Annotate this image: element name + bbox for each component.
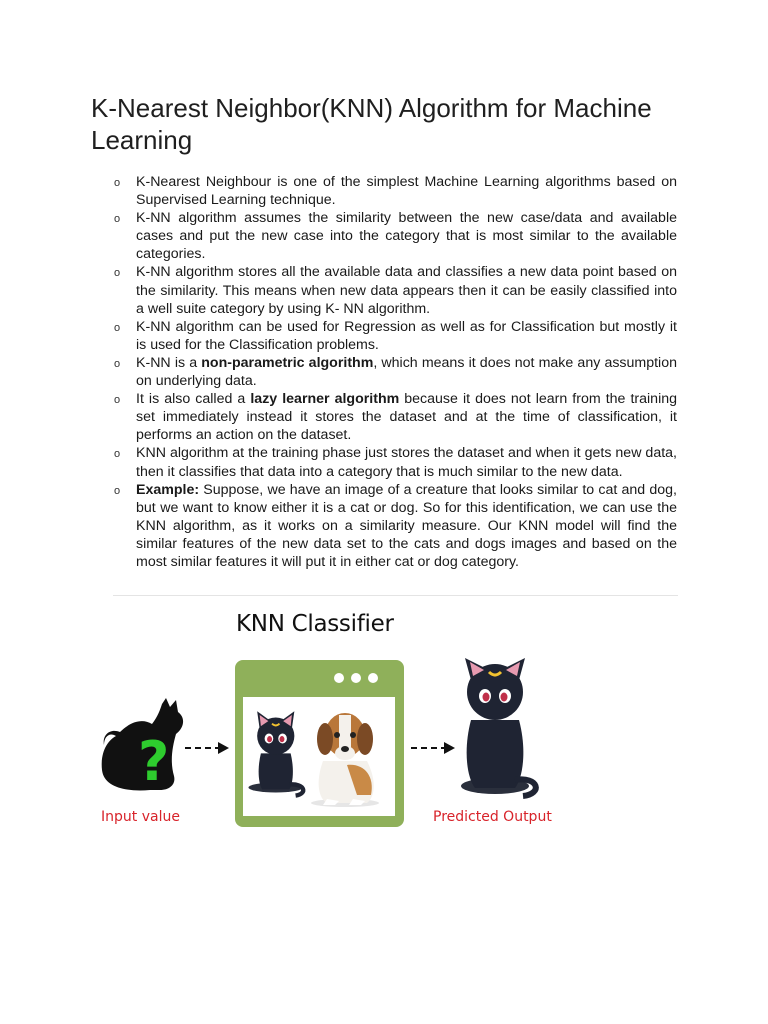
bullet-text: Suppose, we have an image of a creature that looks similar to cat and dog, but we want to know either it is a cat or dog. So for this identification, we can use the KNN algorithm, as it works on a similarity measure. Our KNN model will find the similar features of the new data set to the cats and dogs images and based on the most similar features it will put it in either cat or dog category. [136,481,677,570]
dashed-arrow-icon [411,742,455,754]
bullet-marker: o [114,177,121,189]
bullet-item [114,173,677,209]
bullet-marker: o [114,484,121,497]
bullet-list [114,173,677,571]
bullet-item [114,209,677,263]
bullet-text: K-NN algorithm assumes the similarity between the new case/data and available cases and put the new case into the category that is most similar to the available categories. [136,210,677,263]
dashed-arrow-icon [185,742,229,754]
bold-term: non-parametric algorithm [201,354,374,371]
knn-classifier-figure [90,600,570,840]
bullet-text: K-Nearest Neighbour is one of the simplest Machine Learning algorithms based on Supervised Learning technique. [136,174,677,209]
bullet-item [114,444,677,480]
bullet-item [114,354,677,390]
bullet-item [114,263,677,317]
bullet-text: K-NN algorithm can be used for Regression as well as for Classification but mostly it is used for the Classification problems. [136,318,677,353]
page-title: K-Nearest Neighbor(KNN) Algorithm for Machine Learning [91,93,652,155]
predicted-cat-icon [461,658,536,796]
bullet-marker: o [114,213,121,226]
bullet-text: It is also called a [136,391,251,408]
bullet-text: , which means it does not make any assumption on underlying data. [136,354,677,390]
bold-term: lazy learner algorithm [250,391,400,408]
figure-title: KNN Classifier [236,611,394,637]
bullet-marker: o [114,394,121,407]
bold-term: Example: [136,481,200,498]
bullet-marker: o [114,357,121,370]
bullet-item [114,318,677,354]
bullet-text: K-NN algorithm stores all the available data and classifies a new data point based on the similarity. This means when new data appears then it can be easily classified into a well suite category by using K- NN algorithm. [136,264,677,317]
predicted-output-label: Predicted Output [433,809,552,825]
bullet-text: because it does not learn from the training set immediately instead it stores the dataset and at the time of classification, it performs an action on the dataset. [136,391,678,444]
bullet-item [114,481,677,571]
input-value-label: Input value [101,809,180,825]
question-mark: ? [138,730,170,793]
bullet-marker: o [114,448,121,461]
bullet-text: K-NN is a [136,354,202,371]
section-divider [113,595,678,596]
bullet-marker: o [114,267,121,280]
bullet-item [114,390,677,444]
bullet-marker: o [114,321,121,334]
bullet-text: KNN algorithm at the training phase just stores the dataset and when it gets new data, then it classifies that data into a category that is much similar to the new data. [136,445,677,480]
